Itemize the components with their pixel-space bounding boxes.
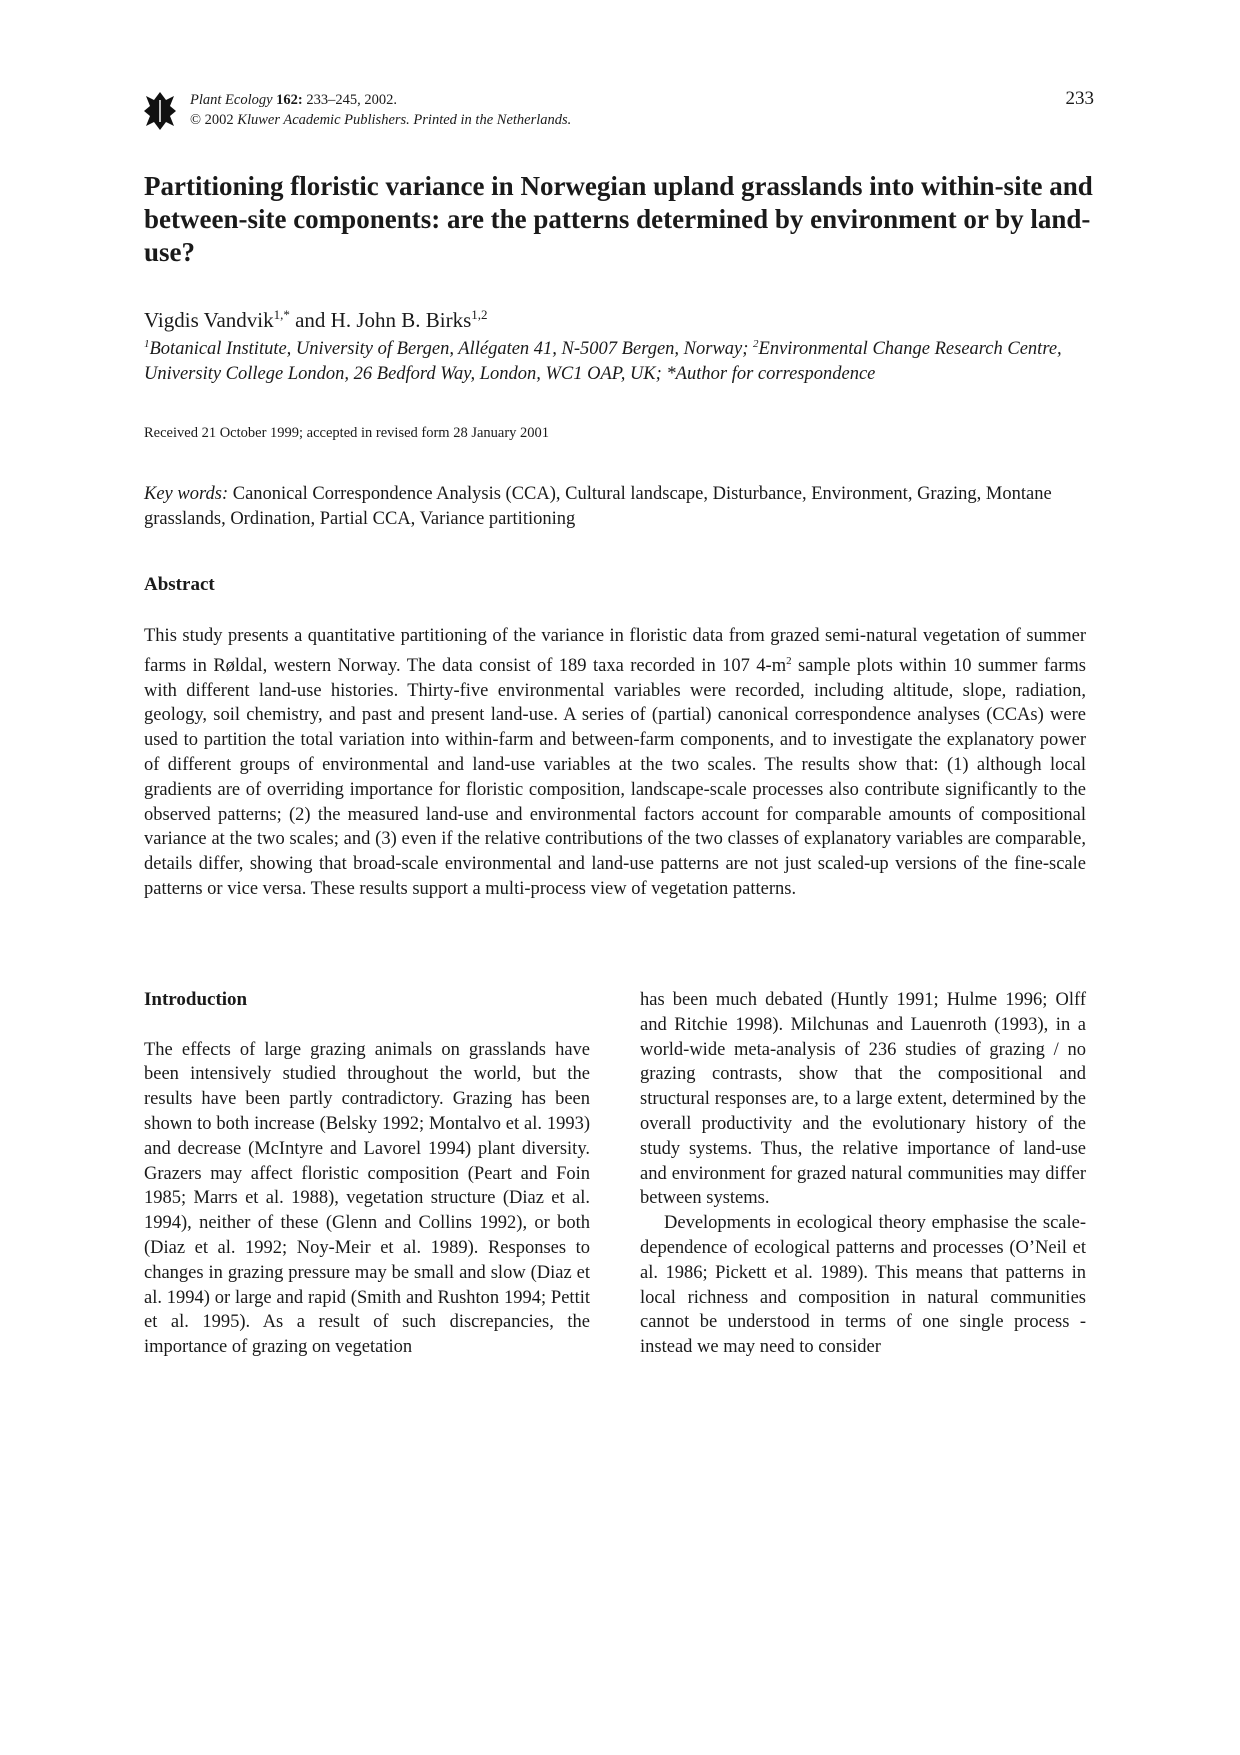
- author-affiliation-mark: 1,*: [273, 307, 290, 322]
- abstract-text: [144, 624, 1086, 902]
- affiliation-text: Environmental Change Research Centre, University College London, 26 Bedford Way, London, WC1 OAP, UK; *Author for correspondence: [144, 339, 1062, 384]
- abstract-heading: Abstract: [144, 574, 215, 595]
- body-paragraph: has been much debated (Huntly 1991; Hulme 1996; Olff and Ritchie 1998). Milchunas and Lauenroth (1993), in a world-wide meta-analysis of 236 studies of grazing / no grazing contrasts, show that the compositional and structural responses are, to a large extent, determined by the overall productivity and the evolutionary history of the study systems. Thus, the relative importance of land-use and environment for grazed natural communities may differ between systems.: [640, 990, 1086, 1209]
- body-paragraph: The effects of large grazing animals on grasslands have been intensively studied throughout the world, but the results have been partly contradictory. Grazing has been shown to both increase (Belsky 1992; Montalvo et al. 1993) and decrease (McIntyre and Lavorel 1994) plant diversity. Grazers may affect floristic composition (Peart and Foin 1985; Marrs et al. 1988), vegetation structure (Diaz et al. 1994), neither of these (Glenn and Collins 1992), or both (Diaz et al. 1992; Noy-Meir et al. 1989). Responses to changes in grazing pressure may be small and slow (Diaz et al. 1994) or large and rapid (Smith and Rushton 1994; Pettit et al. 1995). As a result of such discrepancies, the importance of grazing on vegetation: [144, 1039, 590, 1358]
- right-column: [640, 988, 1086, 1360]
- author-name: Vigdis Vandvik: [144, 308, 274, 332]
- keywords-text: Canonical Correspondence Analysis (CCA), Cultural landscape, Disturbance, Environment, Grazing, Montane grasslands, Ordination, Partial CCA, Variance partitioning: [144, 484, 1052, 529]
- author-list: [144, 302, 1094, 333]
- page-number: 233: [1065, 88, 1094, 109]
- journal-pages-year: 233–245, 2002.: [302, 92, 398, 108]
- copyright-year: © 2002: [190, 112, 234, 128]
- left-column: [144, 988, 590, 1360]
- body-paragraph: Developments in ecological theory emphasise the scale-dependence of ecological patterns and processes (O’Neil et al. 1986; Pickett et al. 1989). This means that patterns in local richness and composition in natural communities cannot be understood in terms of one single process - instead we may need to consider: [640, 1213, 1086, 1358]
- affiliation-text: Botanical Institute, University of Bergen, Allégaten 41, N-5007 Bergen, Norway;: [149, 339, 754, 359]
- publisher-logo-icon: [144, 92, 176, 130]
- journal-citation-line1: [190, 90, 571, 110]
- affiliation-mark: 1: [144, 338, 150, 350]
- received-dates: Received 21 October 1999; accepted in revised form 28 January 2001: [144, 425, 550, 441]
- author-name: and H. John B. Birks: [289, 308, 472, 332]
- abstract-text-part: This study presents a quantitative partitioning of the variance in floristic data from grazed semi-natural vegetation of summer farms in Røldal, western Norway. The data consist of 189 taxa recorded in 107 4-m: [144, 626, 1086, 676]
- journal-header: [144, 90, 1094, 134]
- journal-name: Plant Ecology: [190, 92, 273, 108]
- author-affiliation-mark: 1,2: [471, 307, 488, 322]
- affiliation-mark: 2: [753, 338, 759, 350]
- superscript: 2: [786, 654, 792, 667]
- keywords: [144, 482, 1094, 532]
- abstract-text-part: sample plots within 10 summer farms with different land-use histories. Thirty-five environmental variables were recorded, including altitude, slope, radiation, geology, soil chemistry, and past and present land-use. A series of (partial) canonical correspondence analyses (CCAs) were used to partition the total variation into within-farm and between-farm components, and to investigate the explanatory power of different groups of environmental and land-use variables at the two scales. The results show that: (1) although local gradients are of overriding importance for floristic composition, landscape-scale processes also contribute significantly to the observed patterns; (2) the measured land-use and environmental factors account for comparable amounts of compositional variance at the two scales; and (3) even if the relative contributions of the two classes of explanatory variables are comparable, details differ, showing that broad-scale environmental and land-use patterns are not just scaled-up versions of the fine-scale patterns or vice versa. These results support a multi-process view of vegetation patterns.: [144, 655, 1086, 899]
- journal-citation: [190, 90, 571, 130]
- affiliations: [144, 332, 1094, 387]
- keywords-label: Key words:: [144, 484, 229, 504]
- paper-title: Partitioning floristic variance in Norwegian upland grasslands into within-site and between-site components: are the patterns determined by environment or by land-use?: [144, 171, 1093, 267]
- journal-volume: 162:: [276, 92, 303, 108]
- publisher-name: Kluwer Academic Publishers. Printed in the Netherlands.: [233, 112, 572, 128]
- introduction-heading: Introduction: [144, 989, 248, 1010]
- journal-citation-line2: [190, 110, 571, 130]
